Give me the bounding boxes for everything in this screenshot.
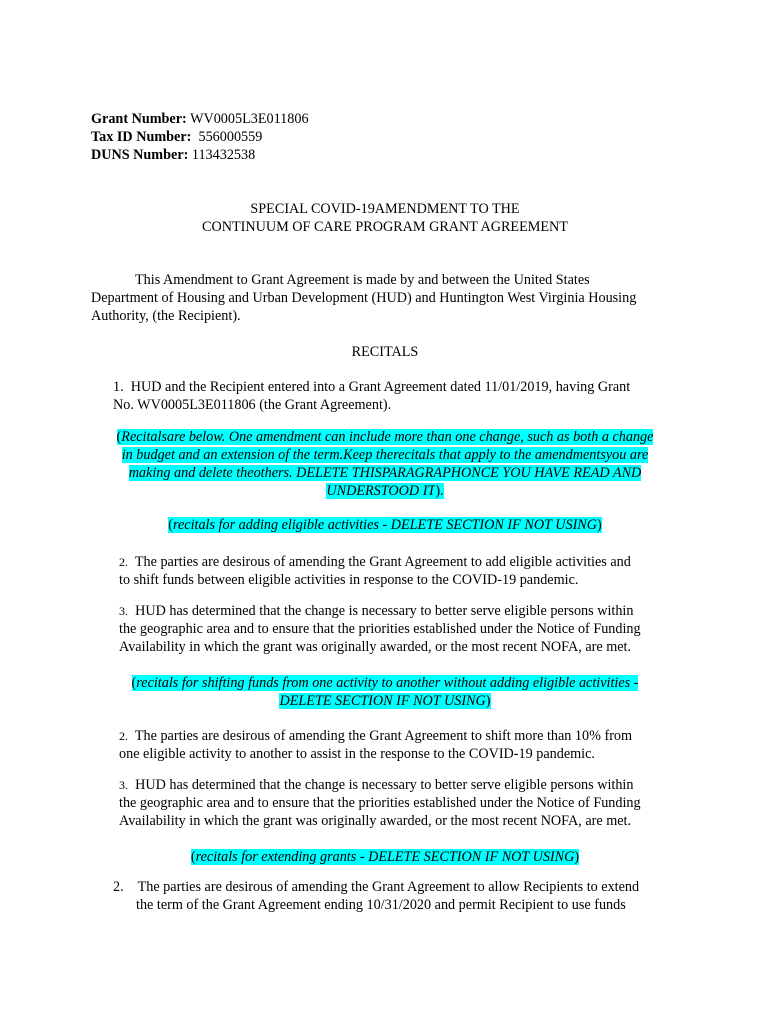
grant-number-label: Grant Number: — [91, 111, 187, 127]
section-a-close-paren: ) — [597, 517, 602, 533]
grant-header — [91, 110, 309, 164]
section-a-open-paren: ( — [168, 517, 173, 533]
note-line-3: making and delete theothers. DELETE THISPARAGRAPHONCE YOU HAVE READ AND — [128, 465, 642, 481]
section-c-heading-text: recitals for extending grants - DELETE SECTION IF NOT USING — [195, 849, 575, 865]
recitals-heading: RECITALS — [351, 344, 419, 360]
note-line-2: in budget and an extension of the term.Keep therecitals that apply to the amendmentsyou are — [121, 447, 649, 463]
tax-id-label: Tax ID Number: — [91, 129, 192, 145]
title-line-1: SPECIAL COVID-19AMENDMENT TO THE — [250, 201, 520, 217]
section-b-item-3-number: 3. — [119, 778, 128, 792]
duns-line — [91, 146, 309, 164]
title-line-2: CONTINUUM OF CARE PROGRAM GRANT AGREEMENT — [202, 219, 568, 235]
section-c-close-paren: ) — [574, 849, 580, 865]
section-b-item-3-line-2: the geographic area and to ensure that the priorities established under the Notice of Funding — [119, 795, 641, 811]
grant-number-value: WV0005L3E011806 — [190, 111, 309, 127]
recital-1-number: 1. — [113, 379, 124, 395]
section-c-item-2 — [113, 878, 713, 914]
section-b-item-3-line-3: Availability in which the grant was originally awarded, or the most recent NOFA, are met. — [119, 813, 632, 829]
section-a-item-3-line-2: the geographic area and to ensure that the priorities established under the Notice of Funding — [119, 621, 641, 637]
intro-line-1: This Amendment to Grant Agreement is made by and between the United States — [135, 272, 590, 288]
section-c-item-2-line-1: The parties are desirous of amending the Grant Agreement to allow Recipients to extend — [137, 879, 640, 895]
duns-label: DUNS Number: — [91, 147, 189, 163]
recital-1-line-1: HUD and the Recipient entered into a Grant Agreement dated 11/01/2019, having Grant — [130, 379, 631, 395]
note-close-paren: ). — [435, 483, 444, 499]
section-b-open-paren: ( — [131, 675, 137, 691]
section-b-item-2-line-2: one eligible activity to another to assist in the response to the COVID-19 pandemic. — [119, 746, 595, 762]
intro-line-2: Department of Housing and Urban Development (HUD) and Huntington West Virginia Housing — [91, 290, 637, 306]
note-open-paren: ( — [116, 429, 122, 445]
section-a-item-2-line-2: to shift funds between eligible activities in response to the COVID-19 pandemic. — [119, 572, 579, 588]
section-a-item-2 — [119, 553, 699, 589]
section-b-item-3-line-1: HUD has determined that the change is necessary to better serve eligible persons within — [135, 777, 634, 793]
section-a-item-3 — [119, 602, 699, 656]
note-line-1: Recitalsare below. One amendment can include more than one change, such as both a change — [121, 429, 654, 445]
section-c-heading — [0, 848, 770, 866]
section-b-heading — [0, 674, 770, 710]
section-b-item-2 — [119, 727, 699, 763]
document-title — [0, 200, 770, 236]
section-b-close-paren: ) — [485, 693, 491, 709]
recital-1 — [113, 378, 693, 414]
duns-value: 113432538 — [191, 147, 256, 163]
section-b-item-2-number: 2. — [119, 729, 128, 743]
instruction-note — [0, 428, 770, 500]
section-a-item-3-number: 3. — [119, 604, 128, 618]
section-b-heading-line-1: recitals for shifting funds from one activity to another without adding eligible activities - — [136, 675, 639, 691]
section-a-heading — [0, 516, 770, 534]
section-a-item-3-line-1: HUD has determined that the change is necessary to better serve eligible persons within — [135, 603, 634, 619]
section-b-item-3 — [119, 776, 699, 830]
grant-number-line — [91, 110, 309, 128]
intro-paragraph — [91, 271, 691, 325]
section-a-heading-text: recitals for adding eligible activities - DELETE SECTION IF NOT USING — [172, 517, 598, 533]
section-b-heading-line-2: DELETE SECTION IF NOT USING — [279, 693, 486, 709]
section-c-item-2-line-2: the term of the Grant Agreement ending 10/31/2020 and permit Recipient to use funds — [136, 897, 626, 913]
tax-id-value: 556000559 — [198, 129, 263, 145]
recital-1-line-2: No. WV0005L3E011806 (the Grant Agreement). — [113, 397, 392, 413]
note-line-4: UNDERSTOOD IT — [326, 483, 436, 499]
tax-id-line — [91, 128, 309, 146]
section-c-open-paren: ( — [190, 849, 196, 865]
section-b-item-2-line-1: The parties are desirous of amending the Grant Agreement to shift more than 10% from — [134, 728, 633, 744]
intro-line-3: Authority, (the Recipient). — [91, 308, 241, 324]
section-c-item-2-number: 2. — [113, 879, 124, 895]
section-a-item-2-number: 2. — [119, 555, 128, 569]
section-a-item-2-line-1: The parties are desirous of amending the Grant Agreement to add eligible activities and — [134, 554, 631, 570]
section-a-item-3-line-3: Availability in which the grant was originally awarded, or the most recent NOFA, are met. — [119, 639, 632, 655]
